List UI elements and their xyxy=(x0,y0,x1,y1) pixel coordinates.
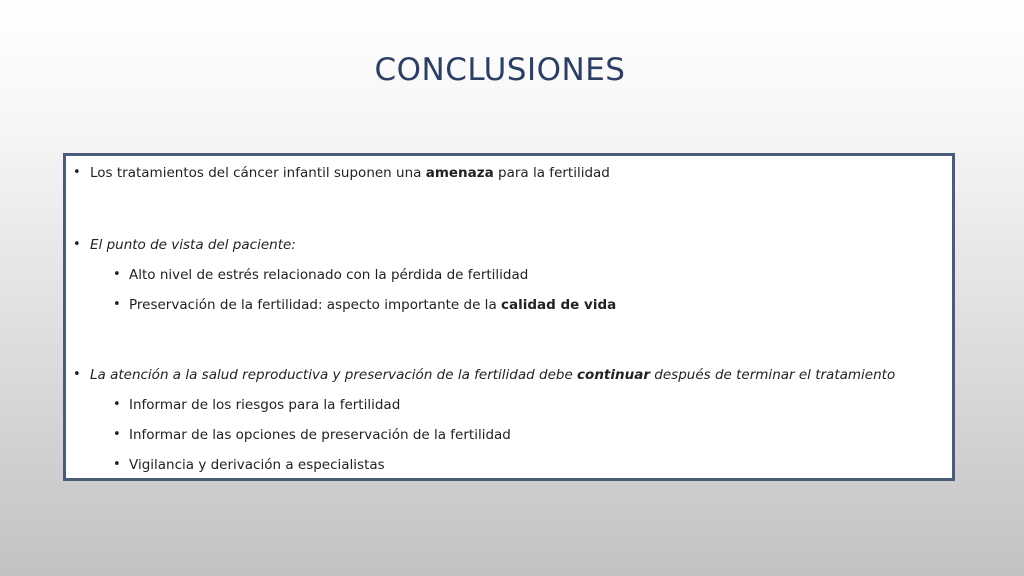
subbullet-stress xyxy=(113,266,529,284)
bullet-text: después de terminar el tratamiento xyxy=(650,367,896,383)
bullet-text: Alto nivel de estrés relacionado con la pérdida de fertilidad xyxy=(129,267,529,283)
subbullet-inform-risks xyxy=(113,396,401,414)
bullet-text: Los tratamientos del cáncer infantil suponen una xyxy=(90,165,426,181)
bullet-patient-view xyxy=(73,236,296,254)
subbullet-surveillance xyxy=(113,456,385,474)
bullet-dot: • xyxy=(113,397,121,412)
bullet-dot: • xyxy=(113,457,121,472)
bullet-text: Informar de los riesgos para la fertilidad xyxy=(129,397,401,413)
bullet-reproductive-care xyxy=(73,366,896,384)
subbullet-inform-options xyxy=(113,426,511,444)
bullet-dot: • xyxy=(113,267,121,282)
bullet-treatments-threat xyxy=(73,164,610,182)
bullet-text: El punto de vista del paciente: xyxy=(90,237,296,253)
bullet-bold-text: calidad de vida xyxy=(501,297,617,313)
bullet-dot: • xyxy=(73,237,81,252)
subbullet-quality-of-life xyxy=(113,296,617,314)
bullet-dot: • xyxy=(73,367,81,382)
bullet-dot: • xyxy=(73,165,81,180)
bullet-dot: • xyxy=(113,427,121,442)
bullet-dot: • xyxy=(113,297,121,312)
bullet-text: Preservación de la fertilidad: aspecto importante de la xyxy=(129,297,502,313)
bullet-bold-text: continuar xyxy=(577,367,651,383)
bullet-bold-text: amenaza xyxy=(425,165,494,181)
bullet-text: Informar de las opciones de preservación de la fertilidad xyxy=(129,427,511,443)
content-box xyxy=(63,153,955,481)
bullet-text: Vigilancia y derivación a especialistas xyxy=(129,457,385,473)
bullet-text: La atención a la salud reproductiva y preservación de la fertilidad debe xyxy=(90,367,578,383)
slide-title: CONCLUSIONES xyxy=(374,52,626,88)
bullet-text: para la fertilidad xyxy=(493,165,610,181)
